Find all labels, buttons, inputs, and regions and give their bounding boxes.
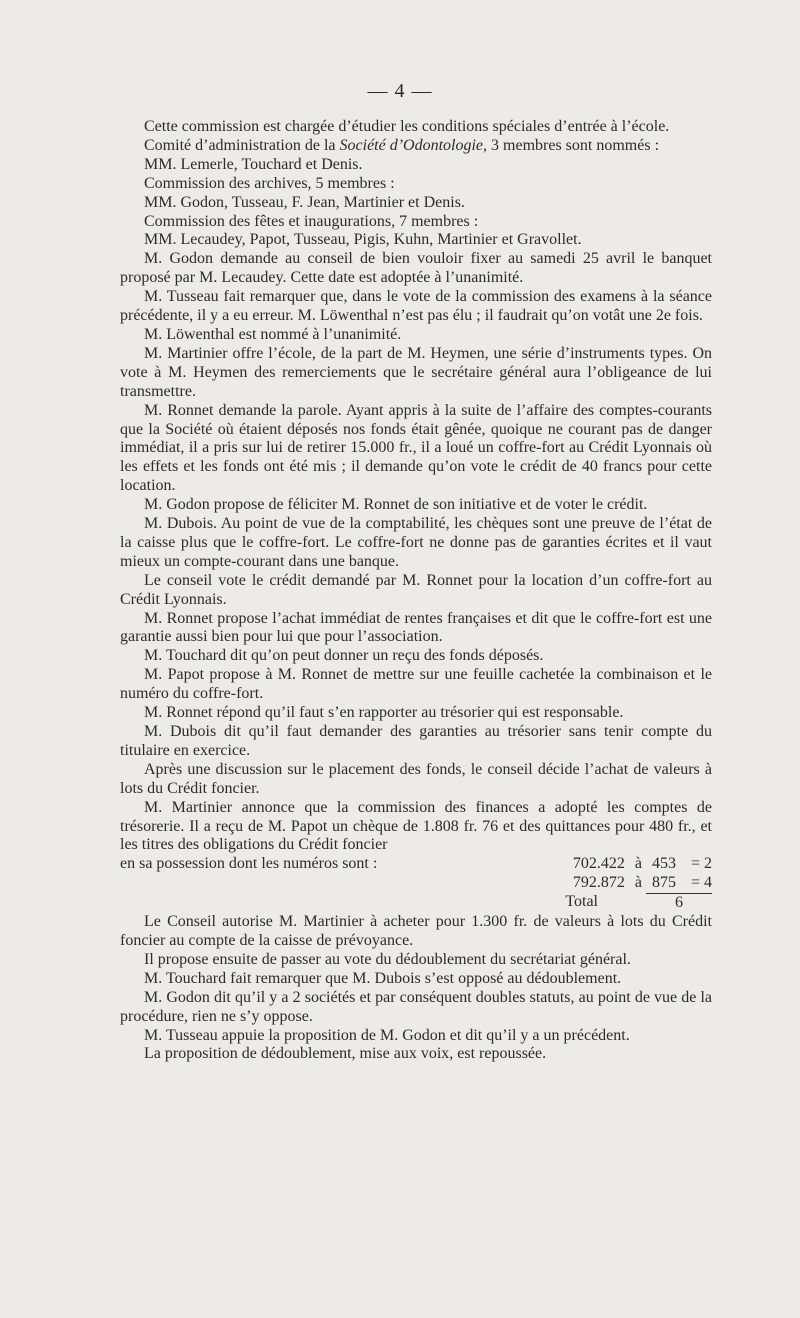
paragraph: Le Conseil autorise M. Martinier à acheter pour 1.300 fr. de valeurs à lots du Crédit foncier au compte de la caisse de prévoyance. bbox=[120, 913, 712, 949]
paragraph: M. Dubois dit qu’il faut demander des garanties au trésorier sans tenir compte du titulaire en exercice. bbox=[120, 723, 712, 759]
paragraph: M. Godon demande au conseil de bien vouloir fixer au samedi 25 avril le banquet proposé par M. Lecaudey. Cette date est adoptée à l’unanimité. bbox=[120, 250, 712, 287]
paragraph: MM. Lecaudey, Papot, Tusseau, Pigis, Kuhn, Martinier et Gravollet. bbox=[144, 231, 582, 249]
paragraph: La proposition de dédoublement, mise aux voix, est repoussée. bbox=[144, 1045, 547, 1063]
paragraph: M. Tusseau fait remarquer que, dans le vote de la commission des examens à la séance précédente, il y a eu erreur. M. Löwenthal n’est pas élu ; il faudrait qu’on votât une 2e fois. bbox=[120, 288, 712, 325]
paragraph-comite bbox=[120, 137, 712, 156]
paragraph: M. Ronnet répond qu’il faut s’en rapporter au trésorier qui est responsable. bbox=[144, 704, 624, 722]
tally-to: 875 bbox=[652, 874, 676, 892]
tally-to: 453 bbox=[652, 855, 676, 873]
page-number: — 4 — bbox=[367, 80, 433, 102]
paragraph: Il propose ensuite de passer au vote du dédoublement du secrétariat général. bbox=[144, 950, 631, 968]
tally-from: 792.872 bbox=[572, 874, 625, 892]
body-text bbox=[120, 118, 712, 1064]
comite-before: Comité d’administration de la bbox=[144, 136, 340, 154]
comite-after: , 3 membres sont nommés : bbox=[483, 136, 660, 154]
tally-lead: en sa possession dont les numéros sont : bbox=[120, 855, 378, 873]
paragraph: M. Dubois. Au point de vue de la comptabilité, les chèques sont une preuve de l’état de la caisse plus que le coffre-fort. Le coffre-fort ne donne pas de garanties écrites et il vaut mieux un compte-courant dans une banque. bbox=[120, 515, 712, 570]
paragraph: MM. Lemerle, Touchard et Denis. bbox=[144, 155, 363, 173]
paragraph: M. Martinier annonce que la commission des finances a adopté les comptes de trésorerie. Il a reçu de M. Papot un chèque de 1.808 fr. 76 et des quittances pour 480 fr., et les titres des obligations du Crédit foncier bbox=[120, 798, 712, 854]
tally-total-row bbox=[120, 893, 712, 913]
paragraph: M. Godon dit qu’il y a 2 sociétés et par conséquent doubles statuts, au point de vue de la procédure, rien ne s’y oppose. bbox=[120, 988, 712, 1025]
paragraph: M. Martinier offre l’école, de la part de M. Heymen, une série d’instruments types. On vote à M. Heymen des remerciements que le secrétaire général aura l’obligeance de lui transmettre. bbox=[120, 344, 712, 400]
paragraph: M. Tusseau appuie la proposition de M. Godon et dit qu’il y a un précédent. bbox=[144, 1026, 630, 1044]
paragraph: M. Godon propose de féliciter M. Ronnet de son initiative et de voter le crédit. bbox=[144, 496, 648, 514]
tally-sep: à bbox=[634, 855, 642, 873]
paragraph: M. Touchard dit qu’on peut donner un reçu des fonds déposés. bbox=[144, 647, 544, 665]
paragraph: Le conseil vote le crédit demandé par M. Ronnet pour la location d’un coffre-fort au Crédit Lyonnais. bbox=[120, 571, 712, 608]
paragraph: Cette commission est chargée d’étudier les conditions spéciales d’entrée à l’école. bbox=[144, 118, 670, 135]
tally-from: 702.422 bbox=[572, 855, 625, 873]
paragraph: Commission des fêtes et inaugurations, 7 membres : bbox=[144, 212, 479, 230]
tally-sep: à bbox=[634, 874, 642, 892]
paragraph: M. Touchard fait remarquer que M. Dubois s’est opposé au dédoublement. bbox=[144, 969, 622, 987]
tally-count: = 2 bbox=[690, 855, 712, 873]
paragraph: Après une discussion sur le placement des fonds, le conseil décide l’achat de valeurs à lots du Crédit foncier. bbox=[120, 760, 712, 797]
tally-rows bbox=[573, 855, 712, 893]
tally-total-label: Total bbox=[565, 893, 598, 911]
paragraph: M. Ronnet demande la parole. Ayant appris à la suite de l’affaire des comptes-courants que la Société où étaient déposés nos fonds était gênée, quoique ne courant pas de danger immédiat, il a pris sur lui de retirer 15.000 fr., il a loué un coffre-fort au Crédit Lyonnais où les effets et les fonds ont été mis ; il demande qu’on vote le crédit de 40 francs pour cette location. bbox=[120, 401, 712, 495]
tally-total-value: 6 bbox=[646, 893, 712, 913]
paragraph: M. Papot propose à M. Ronnet de mettre sur une feuille cachetée la combinaison et le numéro du coffre-fort. bbox=[120, 666, 712, 703]
bond-numbers-tally bbox=[120, 855, 712, 893]
comite-society-name: Société d’Odontologie bbox=[339, 136, 484, 154]
paragraph: M. Löwenthal est nommé à l’unanimité. bbox=[144, 325, 402, 343]
paragraph: MM. Godon, Tusseau, F. Jean, Martinier et Denis. bbox=[144, 193, 465, 211]
tally-count: = 4 bbox=[690, 874, 712, 892]
paragraph: M. Ronnet propose l’achat immédiat de rentes françaises et dit que le coffre-fort est une garantie aussi bien pour lui que pour l’association. bbox=[120, 609, 712, 646]
paragraph: Commission des archives, 5 membres : bbox=[144, 174, 395, 192]
